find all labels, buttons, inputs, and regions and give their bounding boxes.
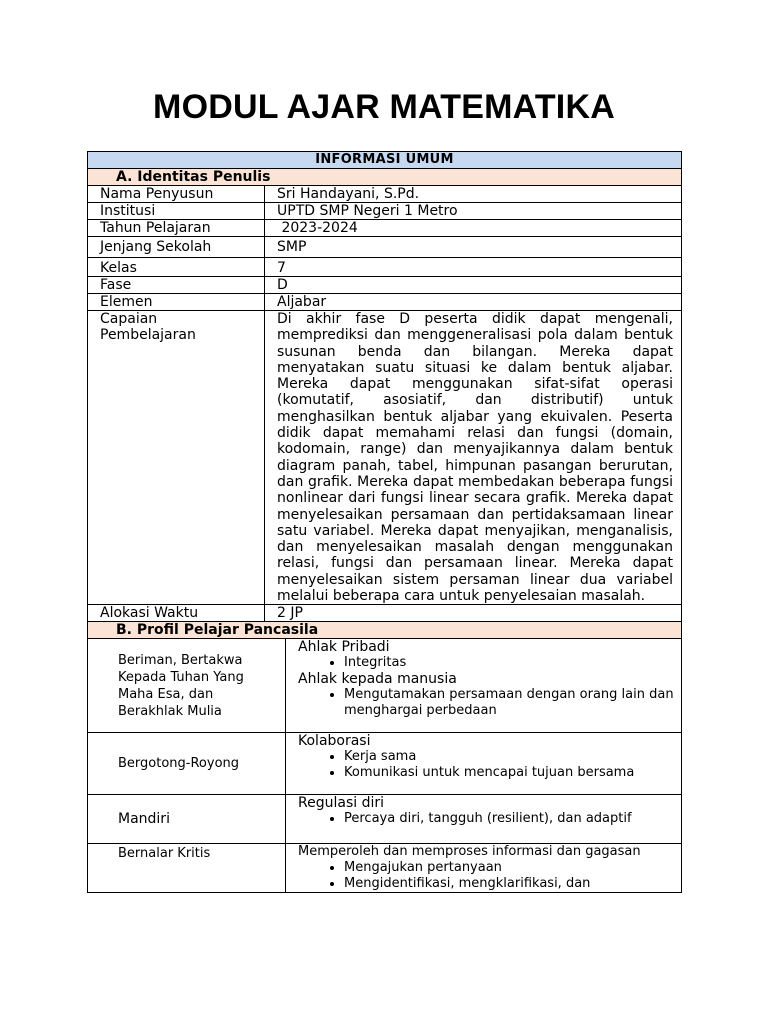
list-item: • Kerja sama — [344, 749, 675, 765]
row-label: Elemen — [88, 294, 265, 311]
profil-bullet-list — [298, 811, 675, 827]
table-row — [88, 294, 682, 311]
profil-bullet-list — [298, 860, 675, 892]
profil-dimension-detail — [286, 639, 682, 733]
profil-dimension-label: Bernalar Kritis — [88, 844, 286, 893]
row-label: Institusi — [88, 203, 265, 220]
profil-dimension-detail — [286, 733, 682, 795]
section-a-row — [88, 169, 682, 186]
list-item: • Mengutamakan persamaan dengan orang lain dan menghargai perbedaan — [344, 687, 675, 719]
table-header-row — [88, 152, 682, 169]
list-item: • Percaya diri, tangguh (resilient), dan adaptif — [344, 811, 675, 827]
profil-row — [88, 733, 682, 795]
table-row — [88, 220, 682, 237]
row-label: Kelas — [88, 258, 265, 277]
profil-dimension-label: Beriman, Bertakwa Kepada Tuhan Yang Maha Esa, dan Berakhlak Mulia — [88, 639, 286, 733]
section-b-row — [88, 622, 682, 639]
profil-bullet-list — [298, 655, 675, 671]
section-b-heading: B. Profil Pelajar Pancasila — [88, 622, 682, 639]
row-value: 7 — [265, 258, 682, 277]
profil-row — [88, 844, 682, 893]
profil-row — [88, 639, 682, 733]
list-item: • Mengidentifikasi, mengklarifikasi, dan — [344, 876, 675, 892]
table-row — [88, 277, 682, 294]
capaian-row — [88, 311, 682, 605]
capaian-text: Di akhir fase D peserta didik dapat mengenali, memprediksi dan menggeneralisasi pola dalam bentuk susunan benda dan bilangan. Mereka dapat menyatakan suatu situasi ke dalam bentuk aljabar. Mereka dapat menggunakan sifat-sifat operasi (komutatif, asosiatif, dan distributif) untuk menghasilkan bentuk aljabar yang ekuivalen. Peserta didik dapat memahami relasi dan fungsi (domain, kodomain, range) dan menyajikannya dalam bentuk diagram panah, tabel, himpunan pasangan berurutan, dan grafik. Mereka dapat membedakan beberapa fungsi nonlinear dari fungsi linear secara grafik. Mereka dapat menyelesaikan persamaan dan pertidaksamaan linear satu variabel. Mereka dapat menyajikan, menganalisis, dan menyelesaikan masalah dengan menggunakan relasi, fungsi dan persamaan linear. Mereka dapat menyelesaikan sistem persaman linear dua variabel melalui beberapa cara untuk penyelesaian masalah. — [265, 311, 682, 605]
list-item: • Komunikasi untuk mencapai tujuan bersama — [344, 765, 675, 781]
profil-subdimension: Kolaborasi — [298, 733, 371, 750]
alokasi-value: 2 JP — [265, 605, 682, 622]
table-row — [88, 258, 682, 277]
table-row — [88, 237, 682, 258]
profil-dimension-detail — [286, 844, 682, 893]
row-label: Tahun Pelajaran — [88, 220, 265, 237]
table-row — [88, 203, 682, 220]
list-item: • Integritas — [344, 655, 675, 671]
profil-subdimension: Ahlak kepada manusia — [298, 671, 457, 688]
list-item: • Mengajukan pertanyaan — [344, 860, 675, 876]
profil-subdimension: Regulasi diri — [298, 795, 384, 812]
row-label: Fase — [88, 277, 265, 294]
profil-bullet-list — [298, 749, 675, 781]
row-value: UPTD SMP Negeri 1 Metro — [265, 203, 682, 220]
informasi-umum-table — [87, 151, 682, 639]
row-value: SMP — [265, 237, 682, 258]
profil-row — [88, 795, 682, 844]
profil-subdimension: Ahlak Pribadi — [298, 639, 390, 656]
profil-bullet-list — [298, 687, 675, 719]
profil-dimension-detail — [286, 795, 682, 844]
document-title: MODUL AJAR MATEMATIKA — [153, 88, 615, 126]
row-value: 2023-2024 — [265, 220, 682, 237]
row-label: Jenjang Sekolah — [88, 237, 265, 258]
capaian-label: Capaian Pembelajaran — [88, 311, 265, 605]
profil-dimension-label: Bergotong-Royong — [88, 733, 286, 795]
profil-dimension-label: Mandiri — [88, 795, 286, 844]
row-value: Aljabar — [265, 294, 682, 311]
row-value: Sri Handayani, S.Pd. — [265, 186, 682, 203]
row-value: D — [265, 277, 682, 294]
profil-subdimension: Memperoleh dan memproses informasi dan gagasan — [298, 844, 641, 860]
profil-table — [87, 638, 682, 893]
informasi-umum-header: INFORMASI UMUM — [88, 152, 682, 169]
info-table-container — [87, 151, 682, 893]
alokasi-label: Alokasi Waktu — [88, 605, 265, 622]
row-label: Nama Penyusun — [88, 186, 265, 203]
table-row — [88, 186, 682, 203]
alokasi-row — [88, 605, 682, 622]
section-a-heading: A. Identitas Penulis — [88, 169, 682, 186]
